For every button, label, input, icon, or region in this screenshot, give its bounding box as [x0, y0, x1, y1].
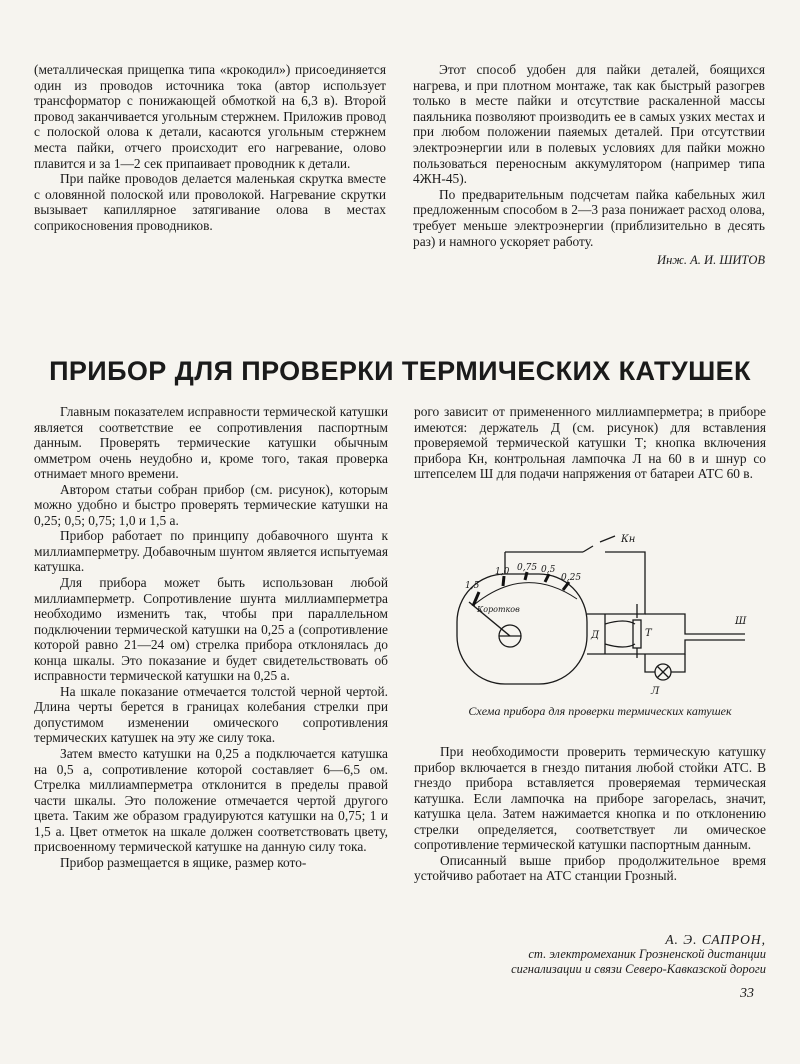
- scale-mark-label: 0,75: [517, 563, 538, 573]
- paragraph: рого зависит от примененного миллиамперметра; в приборе имеются: держатель Д (см. рисунок) для вставления проверяемой термической катушки Т; кнопка включения прибора Кн, контрольная лампочка Л на 60 в и шнур со штепселем Ш для подачи напряжения от батареи АТС 60 в.: [414, 404, 766, 482]
- paragraph: Описанный выше прибор продолжительное время устойчиво работает на АТС станции Грозный.: [414, 852, 766, 884]
- author-affiliation: сигнализации и связи Северо-Кавказской дороги: [511, 962, 766, 976]
- top-left-column: [34, 62, 386, 234]
- article-left-column: [34, 404, 388, 870]
- paragraph: Автором статьи собран прибор (см. рисунок), которым можно удобно и быстро проверять термические катушки на 0,25; 0,5; 0,75; 1,0 и 1,5 а.: [34, 481, 388, 528]
- author-signature: [414, 932, 766, 977]
- paragraph: При пайке проводов делается маленькая скрутка вместе с оловянной полоской или проволокой. Нагревание скрутки вызывает капиллярное затягивание олова в местах соприкосновения проводников.: [34, 171, 386, 233]
- article-right-column: [414, 404, 766, 482]
- scale-mark-label: 1,5: [465, 581, 480, 591]
- article-title: ПРИБОР ДЛЯ ПРОВЕРКИ ТЕРМИЧЕСКИХ КАТУШЕК: [49, 356, 751, 386]
- paragraph: (металлическая прищепка типа «крокодил») присоединяется один из проводов источника тока (автор использует трансформатор с понижающей обмоткой на 6,3 в). Второй провод заканчивается угольным стержнем. Приложив провод с полоской олова к детали, касаются угольным стержнем места пайки, отчего происходит его нагревание, олово плавится и за 1—2 сек припаивает проводник к детали.: [34, 62, 386, 171]
- scale-mark-label: 0,25: [561, 573, 582, 583]
- author-position: ст. электромеханик Грозненской дистанции: [528, 947, 766, 961]
- figure-caption: Схема прибора для проверки термических катушек: [468, 704, 732, 718]
- paragraph: Этот способ удобен для пайки деталей, боящихся нагрева, и при плотном монтаже, так как быстрый разогрев только в месте пайки и отсутствие раскаленной массы паяльника позволяют производить ее в самых узких местах и при любом положении паяемых деталей. При отсутствии электроэнергии или в полевых условиях для пайки можно пользоваться переносным аккумулятором (например типа 4ЖН-45).: [413, 62, 765, 187]
- paragraph: Прибор размещается в ящике, размер кото-: [60, 854, 307, 870]
- scale-mark-label: 1,0: [495, 567, 510, 577]
- top-signature: Инж. А. И. ШИТОВ: [657, 253, 765, 268]
- label-plug: Ш: [735, 616, 747, 627]
- paragraph: Прибор работает по принципу добавочного шунта к миллиамперметру. Добавочным шунтом является испытуемая катушка.: [34, 528, 388, 575]
- paragraph: Главным показателем исправности термической катушки является соответствие ее сопротивления паспортным данным. Проверять термические катушки обычным омметром очень неудобно и, кроме того, такая проверка отнимает много времени.: [34, 404, 388, 482]
- paragraph: Для прибора может быть использован любой миллиамперметр. Сопротивление шунта миллиамперметра необходимо изменить так, чтобы при параллельном подключении термической катушки на 0,25 а (сопротивление которой равно 21—24 ом) стрелка прибора отклонялась до конца шкалы. Это показание и будет свидетельствовать об исправности термической катушки на 0,25 а.: [34, 575, 388, 684]
- scale-mark-label: 0,5: [541, 565, 556, 575]
- label-coil: Т: [645, 628, 652, 639]
- circuit-diagram: [455, 534, 765, 699]
- paragraph: При необходимости проверить термическую катушку прибор включается в гнездо питания любой стойки АТС. В гнездо прибора вставляется проверяемая термическая катушка. Если лампочка на приборе загорелась, значит, катушка цела. Затем нажимается кнопка и по отклонению стрелки определяется, соответствует ли омическое сопротивление термической катушки паспортным данным.: [414, 744, 766, 853]
- label-holder: Д: [591, 630, 600, 641]
- author-name: А. Э. САПРОН,: [665, 932, 766, 947]
- paragraph: Затем вместо катушки на 0,25 а подключается катушка на 0,5 а, сопротивление которой составляет 6—6,5 ом. Стрелка миллиамперметра отклонится в пределы правой части шкалы. Это положение отмечается чертой другого цвета. Таким же образом градуируются катушки на 0,75; 1 и 1,5 а. Цвет отметок на шкале должен соответствовать цвету, присвоенному термической катушке на данную силу тока.: [34, 746, 388, 855]
- scale-text: Коротков: [477, 605, 520, 614]
- top-right-column: [413, 62, 765, 268]
- label-lamp: Л: [651, 686, 660, 697]
- paragraph: На шкале показание отмечается толстой черной чертой. Длина черты берется в границах колебания стрелки при допустимом изменении омического сопротивления термических катушек на эту же силу тока.: [34, 683, 388, 746]
- label-button: Кн: [621, 534, 636, 545]
- paragraph: По предварительным подсчетам пайка кабельных жил предложенным способом в 2—3 раза понижает расход олова, требует меньше электроэнергии (приблизительно в десять раз) и намного ускоряет работу.: [413, 186, 765, 249]
- page-number: 33: [740, 986, 754, 1001]
- article-right-column-lower: [414, 744, 766, 884]
